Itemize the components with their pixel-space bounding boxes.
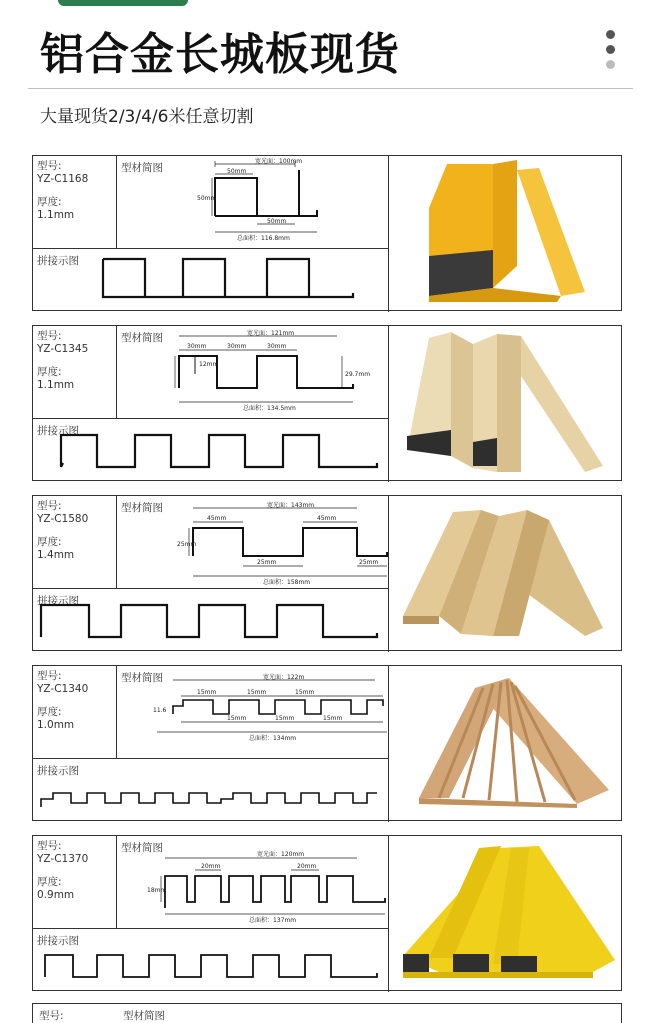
dim-flange: 50mm [267, 218, 287, 225]
dim-top-c: 15mm [295, 689, 315, 696]
assembly-diagram-label: 拼接示图 [37, 425, 79, 437]
spec-column [33, 156, 117, 248]
spec-column [33, 496, 117, 588]
model-label: 型号: [39, 1010, 64, 1022]
profile-diagram [117, 666, 389, 758]
thickness-label: 厚度: [37, 366, 62, 378]
assembly-diagram-label: 拼接示图 [37, 765, 79, 777]
profile-diagram-label: 型材简图 [121, 502, 163, 514]
dim-total: 总面积：134.5mm [243, 405, 296, 412]
model-value: YZ-C1370 [37, 853, 89, 865]
dim-inner: 12mm [199, 361, 219, 368]
dim-height: 11.6 [153, 707, 167, 714]
dim-cell-b: 20mm [297, 863, 317, 870]
dim-gap-a: 25mm [257, 559, 277, 566]
next-product-card-partial [32, 1003, 622, 1023]
profile-photo-illustration [389, 666, 621, 820]
thickness-value: 1.1mm [37, 379, 75, 391]
product-card [32, 495, 622, 651]
dim-bot-c: 15mm [323, 715, 343, 722]
dim-top-width: 宽光面：100mm [255, 158, 303, 165]
dim-bot-b: 15mm [275, 715, 295, 722]
assembly-drawing [33, 929, 389, 993]
dim-top-width: 宽光面：121mm [247, 330, 295, 337]
spec-column [33, 666, 117, 758]
profile-diagram [117, 156, 389, 248]
spec-column [33, 326, 117, 418]
dim-gap-b: 25mm [359, 559, 379, 566]
dim-cell-b: 45mm [317, 515, 337, 522]
header-divider [28, 88, 633, 89]
dim-cell-a: 30mm [187, 343, 207, 350]
model-label: 型号: [37, 500, 62, 512]
thickness-value: 0.9mm [37, 889, 75, 901]
dim-top-width: 宽光面：122m [263, 674, 305, 681]
assembly-diagram-label: 拼接示图 [37, 935, 79, 947]
product-photo [389, 496, 621, 650]
page-title: 铝合金长城板现货 [40, 29, 400, 80]
more-menu-icon[interactable] [604, 30, 616, 74]
dim-height: 50mm [197, 195, 217, 202]
thickness-label: 厚度: [37, 706, 62, 718]
dim-top-width: 宽光面：143mm [267, 502, 315, 509]
product-card [32, 665, 622, 821]
thickness-label: 厚度: [37, 876, 62, 888]
dim-height: 18mm [147, 887, 167, 894]
profile-diagram-label: 型材简图 [121, 332, 163, 344]
model-label: 型号: [37, 670, 62, 682]
assembly-diagram-label: 拼接示图 [37, 595, 79, 607]
dim-cell: 50mm [227, 168, 247, 175]
dim-top-b: 15mm [247, 689, 267, 696]
model-label: 型号: [37, 840, 62, 852]
dim-total: 总面积：116.8mm [237, 235, 290, 242]
dim-top-a: 15mm [197, 689, 217, 696]
top-accent-strip [58, 0, 188, 6]
product-card [32, 325, 622, 481]
profile-photo-illustration [389, 156, 621, 310]
profile-diagram-label: 型材简图 [121, 672, 163, 684]
model-label: 型号: [37, 330, 62, 342]
assembly-drawing [33, 589, 389, 653]
model-value: YZ-C1168 [37, 173, 89, 185]
profile-drawing [117, 156, 389, 248]
product-card [32, 835, 622, 991]
assembly-drawing [33, 249, 389, 313]
dim-top-width: 宽光面：120mm [257, 851, 305, 858]
profile-diagram [117, 496, 389, 588]
profile-photo-illustration [389, 836, 621, 990]
profile-drawing [117, 496, 389, 588]
dim-height: 29.7mm [345, 371, 371, 378]
profile-diagram [117, 836, 389, 928]
profile-diagram-label: 型材简图 [121, 842, 163, 854]
product-photo [389, 836, 621, 990]
model-value: YZ-C1580 [37, 513, 89, 525]
thickness-value: 1.0mm [37, 719, 75, 731]
spec-column [33, 836, 117, 928]
product-photo [389, 666, 621, 820]
assembly-diagram-label: 拼接示图 [37, 255, 79, 267]
profile-photo-illustration [389, 326, 621, 480]
profile-drawing [117, 666, 389, 758]
dim-total: 总面积：134mm [249, 735, 297, 742]
dim-height: 25mm [177, 541, 197, 548]
profile-diagram-label: 型材简图 [123, 1010, 165, 1022]
dim-total: 总面积：137mm [249, 917, 297, 924]
dim-total: 总面积：158mm [263, 579, 311, 586]
product-photo [389, 326, 621, 480]
page-subtitle: 大量现货2/3/4/6米任意切割 [40, 107, 254, 127]
assembly-drawing [33, 759, 389, 823]
profile-photo-illustration [389, 496, 621, 650]
profile-drawing [117, 836, 389, 928]
thickness-value: 1.4mm [37, 549, 75, 561]
thickness-value: 1.1mm [37, 209, 75, 221]
dim-cell-a: 45mm [207, 515, 227, 522]
thickness-label: 厚度: [37, 536, 62, 548]
model-value: YZ-C1345 [37, 343, 89, 355]
assembly-diagram [33, 418, 389, 482]
product-card [32, 155, 622, 311]
assembly-drawing [33, 419, 389, 483]
model-value: YZ-C1340 [37, 683, 89, 695]
model-label: 型号: [37, 160, 62, 172]
dim-cell-b: 30mm [227, 343, 247, 350]
dim-cell-a: 20mm [201, 863, 221, 870]
assembly-diagram [33, 248, 389, 312]
product-photo [389, 156, 621, 310]
profile-diagram-label: 型材简图 [121, 162, 163, 174]
profile-drawing [117, 326, 389, 418]
assembly-diagram [33, 588, 389, 652]
profile-diagram [117, 326, 389, 418]
dim-bot-a: 15mm [227, 715, 247, 722]
thickness-label: 厚度: [37, 196, 62, 208]
assembly-diagram [33, 928, 389, 992]
dim-cell-c: 30mm [267, 343, 287, 350]
assembly-diagram [33, 758, 389, 822]
